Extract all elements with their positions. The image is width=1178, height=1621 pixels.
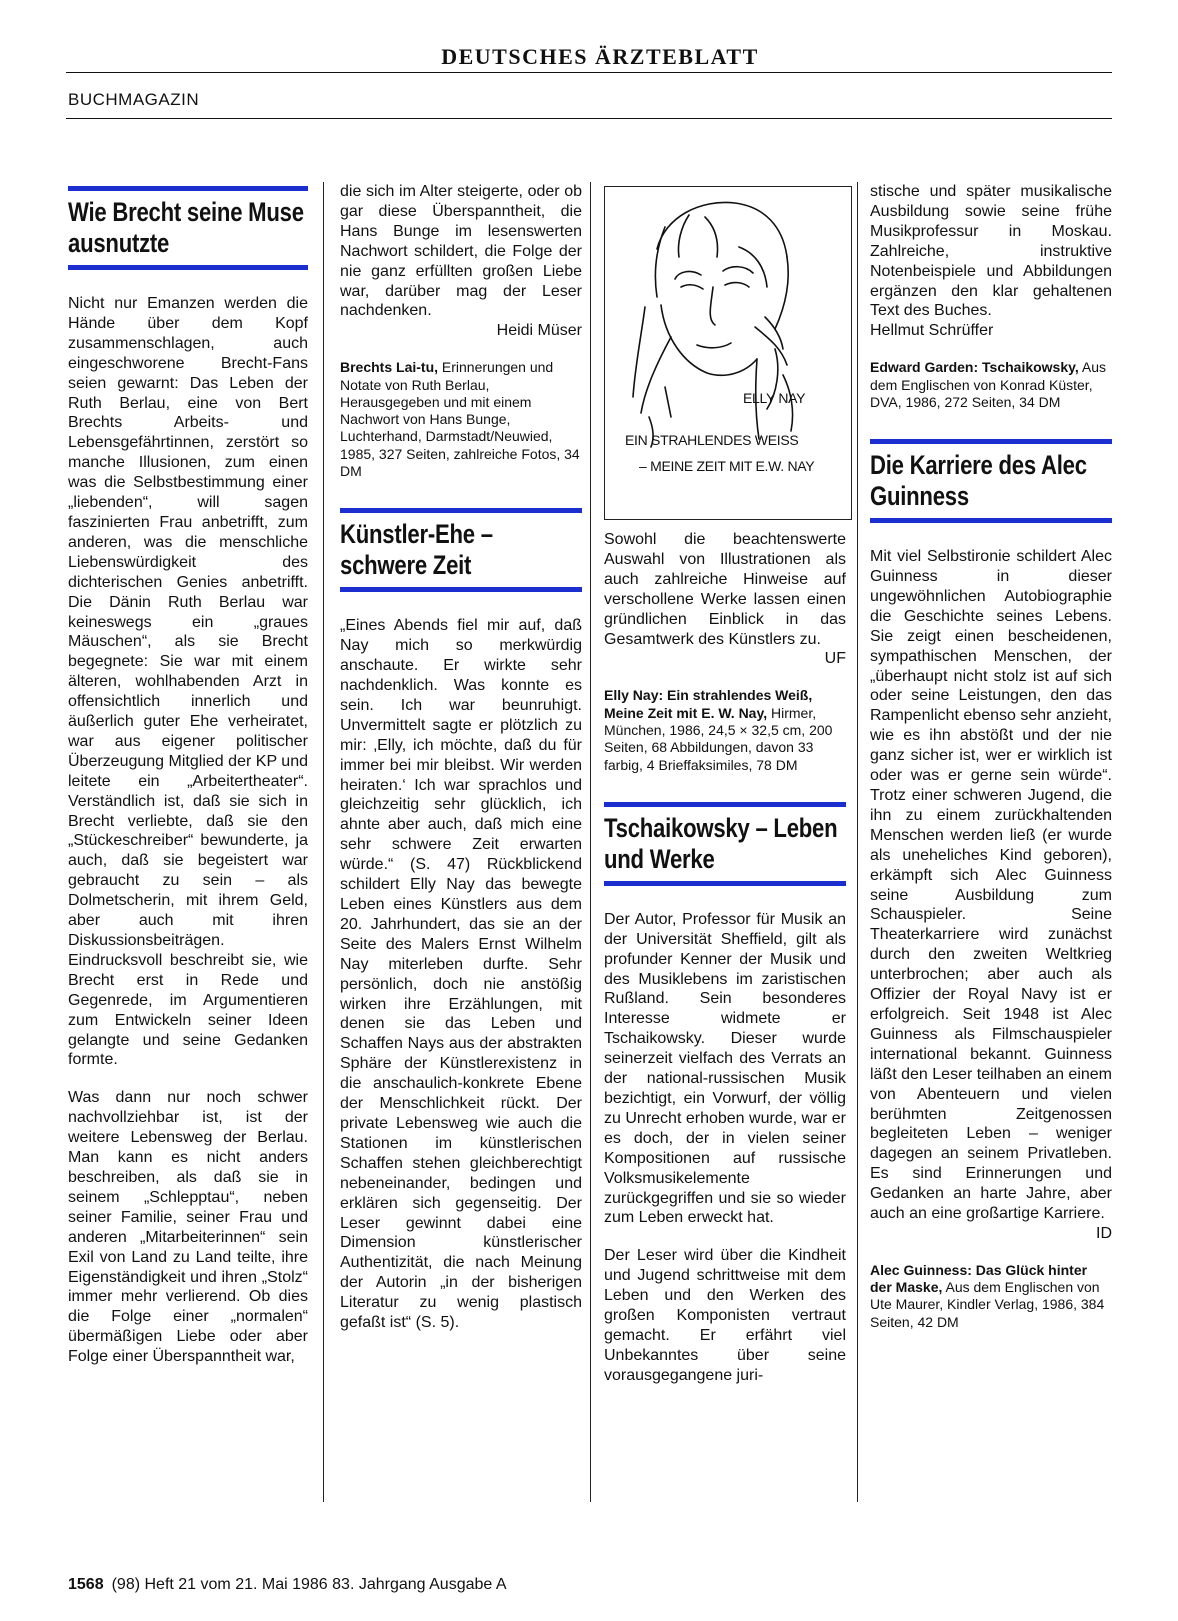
article-headline: Wie Brecht seine Muse ausnutzte	[68, 197, 304, 258]
column-divider	[857, 182, 858, 1502]
masthead-rule	[66, 72, 1112, 73]
page-number: 1568	[68, 1576, 104, 1593]
section-rule	[66, 118, 1112, 119]
article-paragraph: „Eines Abends fiel mir auf, daß Nay mich so merkwürdig anschaute. Er wirkte sehr nachdenklich. Was konnte es sein. Ich war beunruhigt. Unvermittelt sagte er plötzlich zu mir: ‚Elly, ich möchte, daß du für immer bei mir bleibst. Wir werden heiraten.‘ Ich war sprachlos und gleichzeitig sehr glücklich, ich ahnte aber auch, daß mich eine sehr schwere Zeit erwarten würde.“ (S. 47) Rückblickend schildert Elly Nay das bewegte Leben eines Künstlers aus dem 20. Jahrhundert, das sie an der Seite des Malers Ernst Wilhelm Nay miterleben durfte. Sehr persönlich, doch nie anstößig wirken ihre Erzählungen, mit denen sie das Leben und Schaffen Nays aus der abstrakten Sphäre der Künstlerexistenz in die anschaulich-konkrete Ebene der Menschlichkeit rückt. Der private Lebensweg wie auch die Stationen im künstlerischen Schaffen stehen gleichberechtigt nebeneinander, bedingen und erklären sich gegenseitig. Der Leser gewinnt dabei eine Dimension künstlerischer Authentizität, die nach Meinung der Autorin „in der bisherigen Literatur zu wenig plastisch gefaßt ist“ (S. 5).	[340, 617, 582, 1332]
cover-author: ELLY NAY	[743, 390, 806, 406]
review-byline: Heidi Müser	[496, 322, 582, 340]
headline-bar	[340, 508, 582, 513]
book-details: Aus dem Englischen von Konrad Küster, DVA, 1986, 272 Seiten, 34 DM	[870, 359, 1107, 410]
column-3	[604, 186, 846, 1404]
article-headline: Tschaikowsky – Leben und Werke	[604, 812, 838, 874]
cover-title: EIN STRAHLENDES WEISS	[625, 432, 799, 448]
article-paragraph: Was dann nur noch schwer nachvollziehbar ist, ist der weitere Lebensweg der Berlau. Man kann es nicht anders beschreiben, als daß sie in seinem „Schlepptau“, neben seiner Familie, seiner Frau und anderen „Mitarbeiterinnen“ sein Exil von Land zu Land teilte, ihre Eigenständigkeit und ihren „Stolz“ immer mehr verlierend. Ob dies die Folge einer „normalen“ übermäßigen Liebe oder aber Folge einer Überspanntheit war,	[68, 1089, 308, 1366]
review-byline: Hellmut Schrüffer	[870, 322, 994, 340]
headline-bar	[870, 518, 1112, 523]
review-byline: ID	[1096, 1224, 1112, 1242]
headline-bar	[68, 265, 308, 270]
article-headline: Die Karriere des Alec Guinness	[870, 450, 1087, 512]
article-paragraph: Sowohl die beachtenswerte Auswahl von Illustrationen als auch zahlreiche Hinweise auf verschollene Werke lassen einen gründlichen Einblick in das Gesamtwerk des Künstlers zu.	[604, 531, 846, 648]
article-paragraph: Mit viel Selbstironie schildert Alec Guinness in dieser ungewöhnlichen Autobiographie die Geschichte seines Lebens. Sie zeigt einen bescheidenen, sympathischen Menschen, der „überhaupt nicht stolz ist auf sich oder seine Leistungen, den das Rampenlicht ebenso sehr anzieht, wie es ihn abstößt und der nie ganz sicher ist, wer er wirklich ist oder was er gerne sein würde“. Trotz einer schweren Jugend, die ihn zu einem zurückhaltenden Menschen werden ließ (er wurde als uneheliches Kind geboren), erkämpft sich Alec Guinness seine Ausbildung zum Schauspieler. Seine Theaterkarriere wird zunächst durch den zweiten Weltkrieg unterbrochen; aber auch als Offizier der Royal Navy ist er erfolgreich. Seit 1948 ist Alec Guinness als Filmschauspieler international bekannt. Guinness läßt den Leser teilhaben an einem von Abenteuern und vielen berühmten Zeitgenossen begleiteten Leben – weniger dagegen an seinem Privatleben. Es sind Erinnerungen und Gedanken an harte Jahre, aber auch an eine großartige Karriere.	[870, 548, 1112, 1223]
book-details: Erinnerungen und Notate von Ruth Berlau, Herausgegeben und mit einem Nachwort von Hans Bunge, Luchterhand, Darmstadt/Neuwied, 1985, 327 Seiten, zahlreiche Fotos, 34 DM	[340, 359, 580, 480]
book-title: Brechts Lai-tu,	[340, 359, 439, 376]
article-paragraph: Der Autor, Professor für Musik an der Universität Sheffield, gilt als profunder Kenner der Musik und des Musiklebens im zaristischen Rußland. Sein besonderes Interesse widmete er Tschaikowsky. Dieser wurde seinerzeit vielfach des Verrats an der national-russischen Musik bezichtigt, ein Vorwurf, der völlig zu Unrecht erhoben wurde, war er es doch, der in vielen seiner Kompositionen auf russische Volksmusikelemente zurückgegriffen und sie so wieder zum Leben erweckt hat.	[604, 910, 846, 1227]
masthead: DEUTSCHES ÄRZTEBLATT	[441, 44, 759, 69]
book-reference	[604, 687, 846, 773]
section-label: BUCHMAGAZIN	[68, 90, 200, 109]
column-1	[68, 186, 308, 1385]
article-paragraph: stische und später musikalische Ausbildung sowie seine frühe Musikprofessur in Moskau. Zahlreiche, instruktive Notenbeispiele und Abbildungen ergänzen den klar gehaltenen Text des Buches.	[870, 183, 1112, 320]
column-4	[870, 182, 1112, 1349]
book-details: Aus dem Englischen von Ute Maurer, Kindler Verlag, 1986, 384 Seiten, 42 DM	[870, 1279, 1105, 1330]
headline-bar	[68, 186, 308, 191]
book-reference	[340, 359, 582, 480]
article-paragraph: Nicht nur Emanzen werden die Hände über dem Kopf zusammenschlagen, auch eingeschworene Brecht-Fans seien gewarnt: Das Leben der Ruth Berlau, eine von Bert Brechts Arbeits- und Lebensgefährtinnen, zerstört so manche Illusionen, zum einen was die Selbstbestimmung einer „liebenden“, will sagen faszinierten Frau anbetrifft, zum anderen, was die menschliche Liebenswürdigkeit des dichterischen Genies anbetrifft. Die Dänin Ruth Berlau war keineswegs ein „graues Mäuschen“, als sie Brecht begegnete: Sie war mit einem älteren, wohlhabenden Arzt in offensichtlich innerlich und äußerlich guter Ehe verheiratet, war aus eigener politischer Überzeugung Mitglied der KP und leitete ein „Arbeitertheater“. Verständlich ist, daß sie sich in Brecht verliebte, daß sie den „Stückeschreiber“ bewunderte, ja auch, daß sie begeistert war gebraucht zu sein – als Dolmetscherin, mit ihrem Geld, aber auch mit ihren Diskussionsbeiträgen. Eindrucksvoll beschreibt sie, wie Brecht erst in Rede und Gegenrede, im Argumentieren zum Entwickeln seiner Ideen gelangte und seine Gedanken formte.	[68, 295, 308, 1069]
book-cover-illustration	[604, 186, 852, 520]
headline-bar	[604, 881, 846, 886]
article-paragraph: die sich im Alter steigerte, oder ob gar diese Überspanntheit, die Hans Bunge im lesenswerten Nachwort schildert, die Folge der nie ganz erfüllten großen Liebe war, darüber mag der Leser nachdenken.	[340, 183, 582, 320]
book-title: Elly Nay: Ein strahlendes Weiß, Meine Zeit mit E. W. Nay,	[604, 687, 813, 721]
column-divider	[323, 182, 324, 1502]
column-divider	[590, 182, 591, 1502]
book-details: Hirmer, München, 1986, 24,5 × 32,5 cm, 200 Seiten, 68 Abbildungen, davon 33 farbig, 4 Brieffaksimiles, 78 DM	[604, 704, 833, 773]
review-byline: UF	[824, 650, 846, 668]
cover-subtitle: – MEINE ZEIT MIT E.W. NAY	[639, 458, 815, 474]
article-paragraph: Der Leser wird über die Kindheit und Jugend schrittweise mit dem Leben und den Werken des großen Komponisten vertraut gemacht. Er erfährt viel Unbekanntes über seine vorausgegangene juri-	[604, 1247, 846, 1384]
headline-bar	[604, 802, 846, 807]
column-2	[340, 182, 582, 1351]
headline-bar	[870, 439, 1112, 444]
book-reference	[870, 1262, 1112, 1331]
page-footer	[68, 1576, 507, 1594]
book-reference	[870, 359, 1112, 411]
headline-bar	[340, 587, 582, 592]
article-headline: Künstler-Ehe – schwere Zeit	[340, 519, 493, 581]
book-title: Edward Garden: Tschaikowsky,	[870, 359, 1079, 376]
issue-info: (98) Heft 21 vom 21. Mai 1986 83. Jahrgang Ausgabe A	[111, 1576, 507, 1593]
book-title: Alec Guinness: Das Glück hinter der Maske,	[870, 1261, 1088, 1296]
